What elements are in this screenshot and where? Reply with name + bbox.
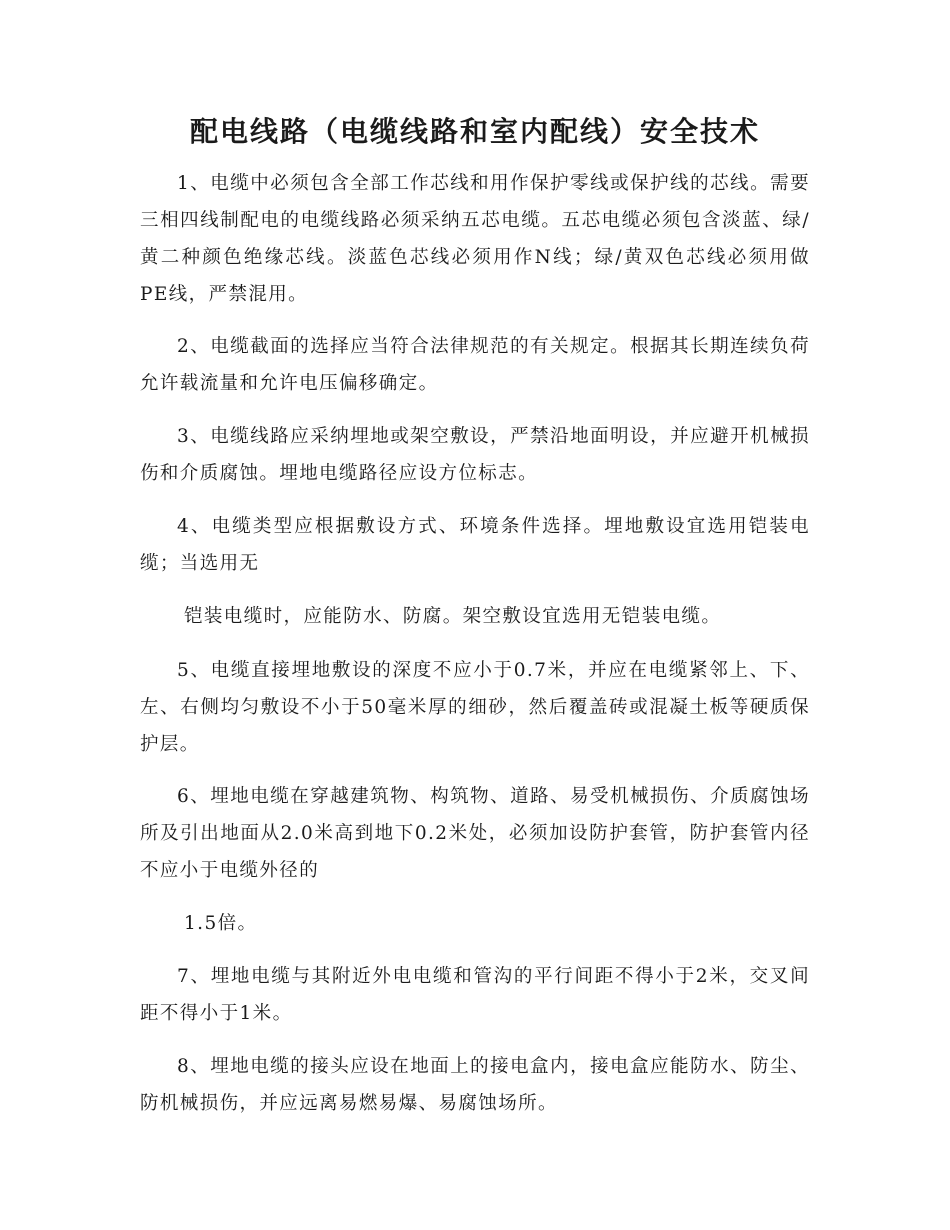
paragraph-1: 1、电缆中必须包含全部工作芯线和用作保护零线或保护线的芯线。需要三相四线制配电的电缆线路必须采纳五芯电缆。五芯电缆必须包含淡蓝、绿/黄二种颜色绝缘芯线。淡蓝色芯线必须用作N线；绿/黄双色芯线必须用做PE线，严禁混用。	[140, 173, 810, 305]
document-title: 配电线路（电缆线路和室内配线）安全技术	[189, 115, 760, 148]
paragraph-2: 2、电缆截面的选择应当符合法律规范的有关规定。根据其长期连续负荷允许载流量和允许电压偏移确定。	[140, 336, 810, 394]
paragraph-4: 4、电缆类型应根据敷设方式、环境条件选择。埋地敷设宜选用铠装电缆；当选用无	[140, 516, 810, 574]
paragraph-6: 6、埋地电缆在穿越建筑物、构筑物、道路、易受机械损伤、介质腐蚀场所及引出地面从2.0米高到地下0.2米处，必须加设防护套管，防护套管内径不应小于电缆外径的	[140, 786, 810, 881]
paragraph-4-continued: 铠装电缆时，应能防水、防腐。架空敷设宜选用无铠装电缆。	[184, 606, 722, 627]
document-page	[140, 0, 810, 1230]
paragraph-6-continued: 1.5倍。	[184, 913, 258, 934]
paragraph-8: 8、埋地电缆的接头应设在地面上的接电盒内，接电盒应能防水、防尘、防机械损伤，并应远离易燃易爆、易腐蚀场所。	[140, 1056, 810, 1114]
paragraph-3: 3、电缆线路应采纳埋地或架空敷设，严禁沿地面明设，并应避开机械损伤和介质腐蚀。埋地电缆路径应设方位标志。	[140, 426, 810, 484]
paragraph-7: 7、埋地电缆与其附近外电电缆和管沟的平行间距不得小于2米，交叉间距不得小于1米。	[140, 966, 810, 1024]
paragraph-5: 5、电缆直接埋地敷设的深度不应小于0.7米，并应在电缆紧邻上、下、左、右侧均匀敷设不小于50毫米厚的细砂，然后覆盖砖或混凝土板等硬质保护层。	[140, 660, 810, 755]
